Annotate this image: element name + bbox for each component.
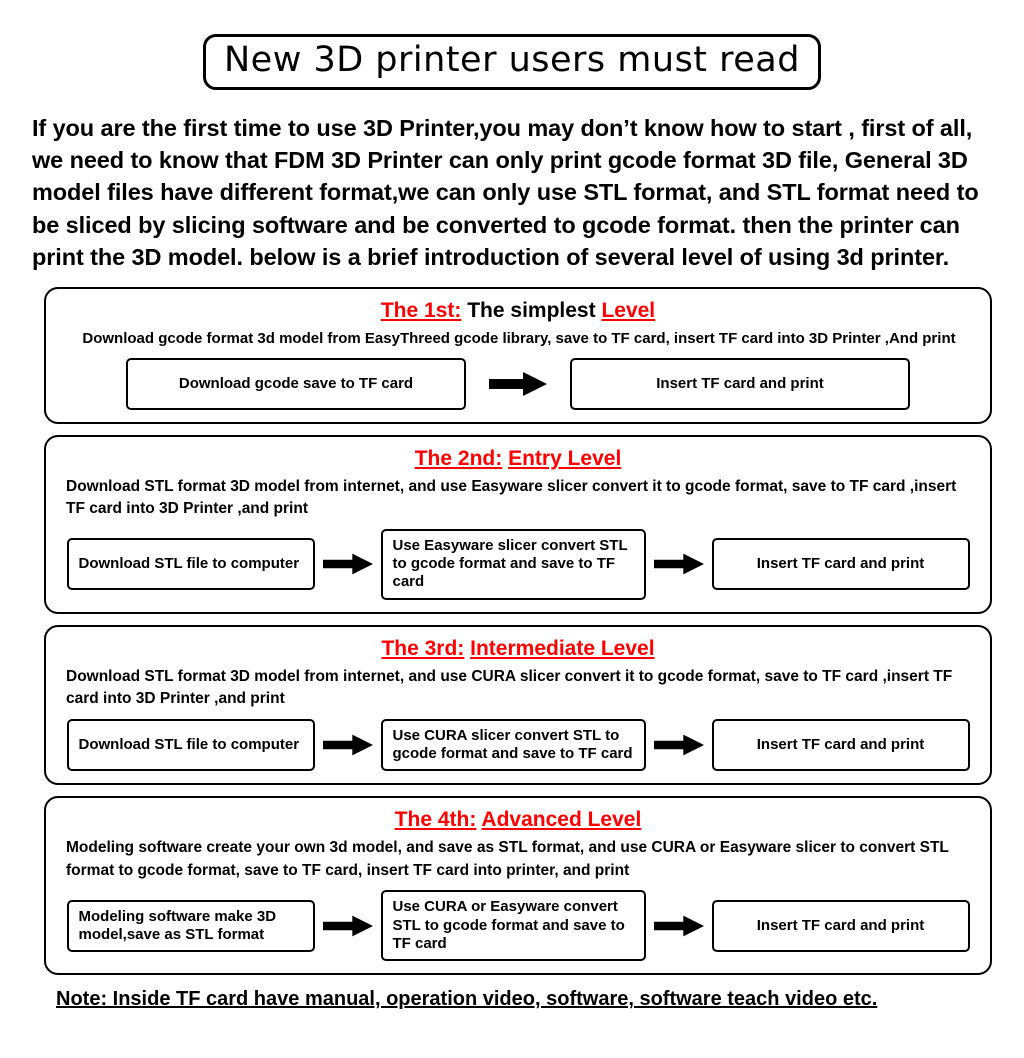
arrow-right-icon — [315, 732, 381, 758]
flow-step-box: Insert TF card and print — [712, 719, 970, 771]
level-description-4: Modeling software create your own 3d model, and save as STL format, and use CURA or Easyware slicer to convert STL format to gcode format, save to TF card, insert TF card into printer, and print — [66, 839, 949, 879]
flow-step-box: Download gcode save to TF card — [126, 358, 466, 410]
arrow-right-icon — [315, 551, 381, 577]
flow-step-box: Modeling software make 3D model,save as STL format — [67, 900, 315, 953]
arrow-right-icon — [646, 732, 712, 758]
level-heading-1-suffix: Level — [601, 298, 656, 322]
page-title: New 3D printer users must read — [203, 34, 821, 90]
arrow-right-icon — [646, 913, 712, 939]
flow-step-box: Insert TF card and print — [712, 900, 970, 952]
level-flow-1 — [60, 358, 976, 410]
level-description-3: Download STL format 3D model from internet, and use CURA slicer convert it to gcode format, save to TF card ,insert TF card into 3D Printer ,and print — [66, 667, 953, 708]
flow-step-box: Use CURA slicer convert STL to gcode format and save to TF card — [381, 719, 646, 772]
level-heading-2-prefix: The 2nd: — [414, 446, 503, 470]
level-description-1: Download gcode format 3d model from EasyThreed gcode library, save to TF card, insert TF card into 3D Printer ,And print — [82, 330, 956, 348]
level-heading-4-prefix: The 4th: — [394, 808, 477, 832]
level-heading-1 — [60, 299, 976, 322]
level-heading-3 — [60, 637, 976, 660]
flow-step-box: Insert TF card and print — [570, 358, 910, 410]
footer-note: Note: Inside TF card have manual, operation video, software, software teach video etc. — [56, 988, 878, 1011]
level-heading-1-middle: The simplest — [467, 298, 596, 322]
arrow-right-icon — [646, 551, 712, 577]
level-heading-4-suffix: Advanced Level — [481, 808, 642, 832]
level-flow-4 — [60, 890, 976, 961]
level-card-3 — [44, 625, 992, 786]
level-flow-2 — [60, 529, 976, 600]
arrow-right-icon — [466, 370, 570, 398]
level-flow-3 — [60, 719, 976, 772]
level-heading-2 — [60, 447, 976, 470]
level-card-1 — [44, 287, 992, 424]
intro-paragraph: If you are the first time to use 3D Printer,you may don’t know how to start , first of all, we need to know that FDM 3D Printer can only print gcode format 3D file, General 3D model files have different format,we can only use STL format, and STL format need to be sliced by slicing software and be converted to gcode format. then the printer can print the 3D model. below is a brief introduction of several level of using 3d printer. — [32, 115, 979, 270]
flow-step-box: Download STL file to computer — [67, 719, 315, 771]
level-heading-4 — [60, 808, 976, 831]
level-card-2 — [44, 435, 992, 614]
title-section — [16, 34, 1008, 90]
flow-step-box: Download STL file to computer — [67, 538, 315, 590]
flow-step-box: Use CURA or Easyware convert STL to gcode format and save to TF card — [381, 890, 646, 961]
document-page — [0, 34, 1024, 1058]
levels-container — [16, 287, 1008, 975]
level-heading-3-prefix: The 3rd: — [381, 636, 465, 660]
level-card-4 — [44, 796, 992, 975]
flow-step-box: Insert TF card and print — [712, 538, 970, 590]
level-heading-3-suffix: Intermediate Level — [470, 636, 655, 660]
level-heading-1-prefix: The 1st: — [380, 298, 462, 322]
level-description-2: Download STL format 3D model from internet, and use Easyware slicer convert it to gcode format, save to TF card ,insert TF card into 3D Printer ,and print — [66, 477, 957, 518]
flow-step-box: Use Easyware slicer convert STL to gcode format and save to TF card — [381, 529, 646, 600]
arrow-right-icon — [315, 913, 381, 939]
level-heading-2-suffix: Entry Level — [508, 446, 622, 470]
